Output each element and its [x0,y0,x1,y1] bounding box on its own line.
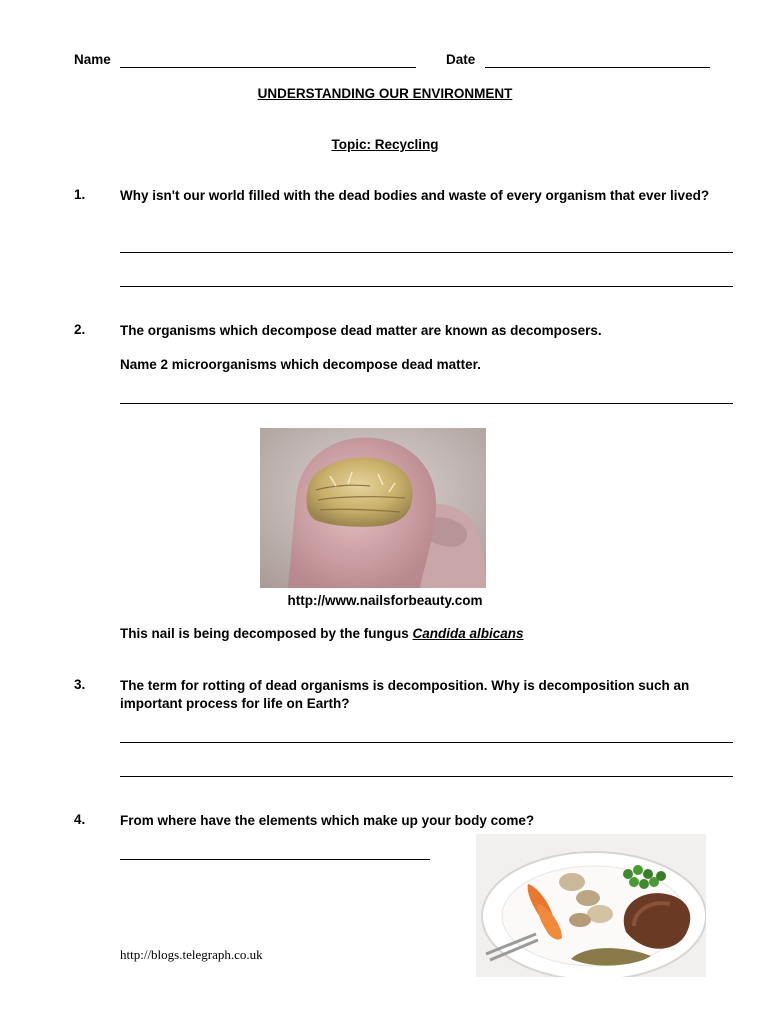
question-2-text: The organisms which decompose dead matter are known as decomposers. [120,323,602,338]
name-field-line[interactable] [120,67,416,68]
answer-1-line-2[interactable] [120,286,733,287]
question-3-text: The term for rotting of dead organisms is decomposition. Why is decomposition such an important process for life on Earth? [120,678,690,711]
question-2-subtext: Name 2 microorganisms which decompose dead matter. [120,357,481,372]
nail-caption-species: Candida albicans [412,626,524,641]
date-field-line[interactable] [485,67,710,68]
question-1-number: 1. [74,187,86,202]
food-photo-source: http://blogs.telegraph.co.uk [120,947,263,962]
toenail-fungus-photo [260,428,486,588]
name-label: Name [74,52,111,67]
steak-dinner-plate-photo [476,834,706,977]
topic-heading: Topic: Recycling [331,137,439,152]
question-4-text: From where have the elements which make up your body come? [120,813,535,828]
answer-2-line[interactable] [120,403,733,404]
date-label: Date [446,52,476,67]
question-3-number: 3. [74,677,86,692]
answer-3-line-2[interactable] [120,776,733,777]
question-2-number: 2. [74,322,86,337]
question-4-number: 4. [74,812,86,827]
nail-caption [120,626,524,641]
question-1-text: Why isn't our world filled with the dead bodies and waste of every organism that ever lived? [120,188,710,203]
answer-4-line[interactable] [120,859,430,860]
nail-caption-prefix: This nail is being decomposed by the fungus [120,626,413,641]
answer-1-line-1[interactable] [120,252,733,253]
answer-3-line-1[interactable] [120,742,733,743]
nail-photo-source: http://www.nailsforbeauty.com [287,593,483,608]
worksheet-title: UNDERSTANDING OUR ENVIRONMENT [257,86,513,101]
